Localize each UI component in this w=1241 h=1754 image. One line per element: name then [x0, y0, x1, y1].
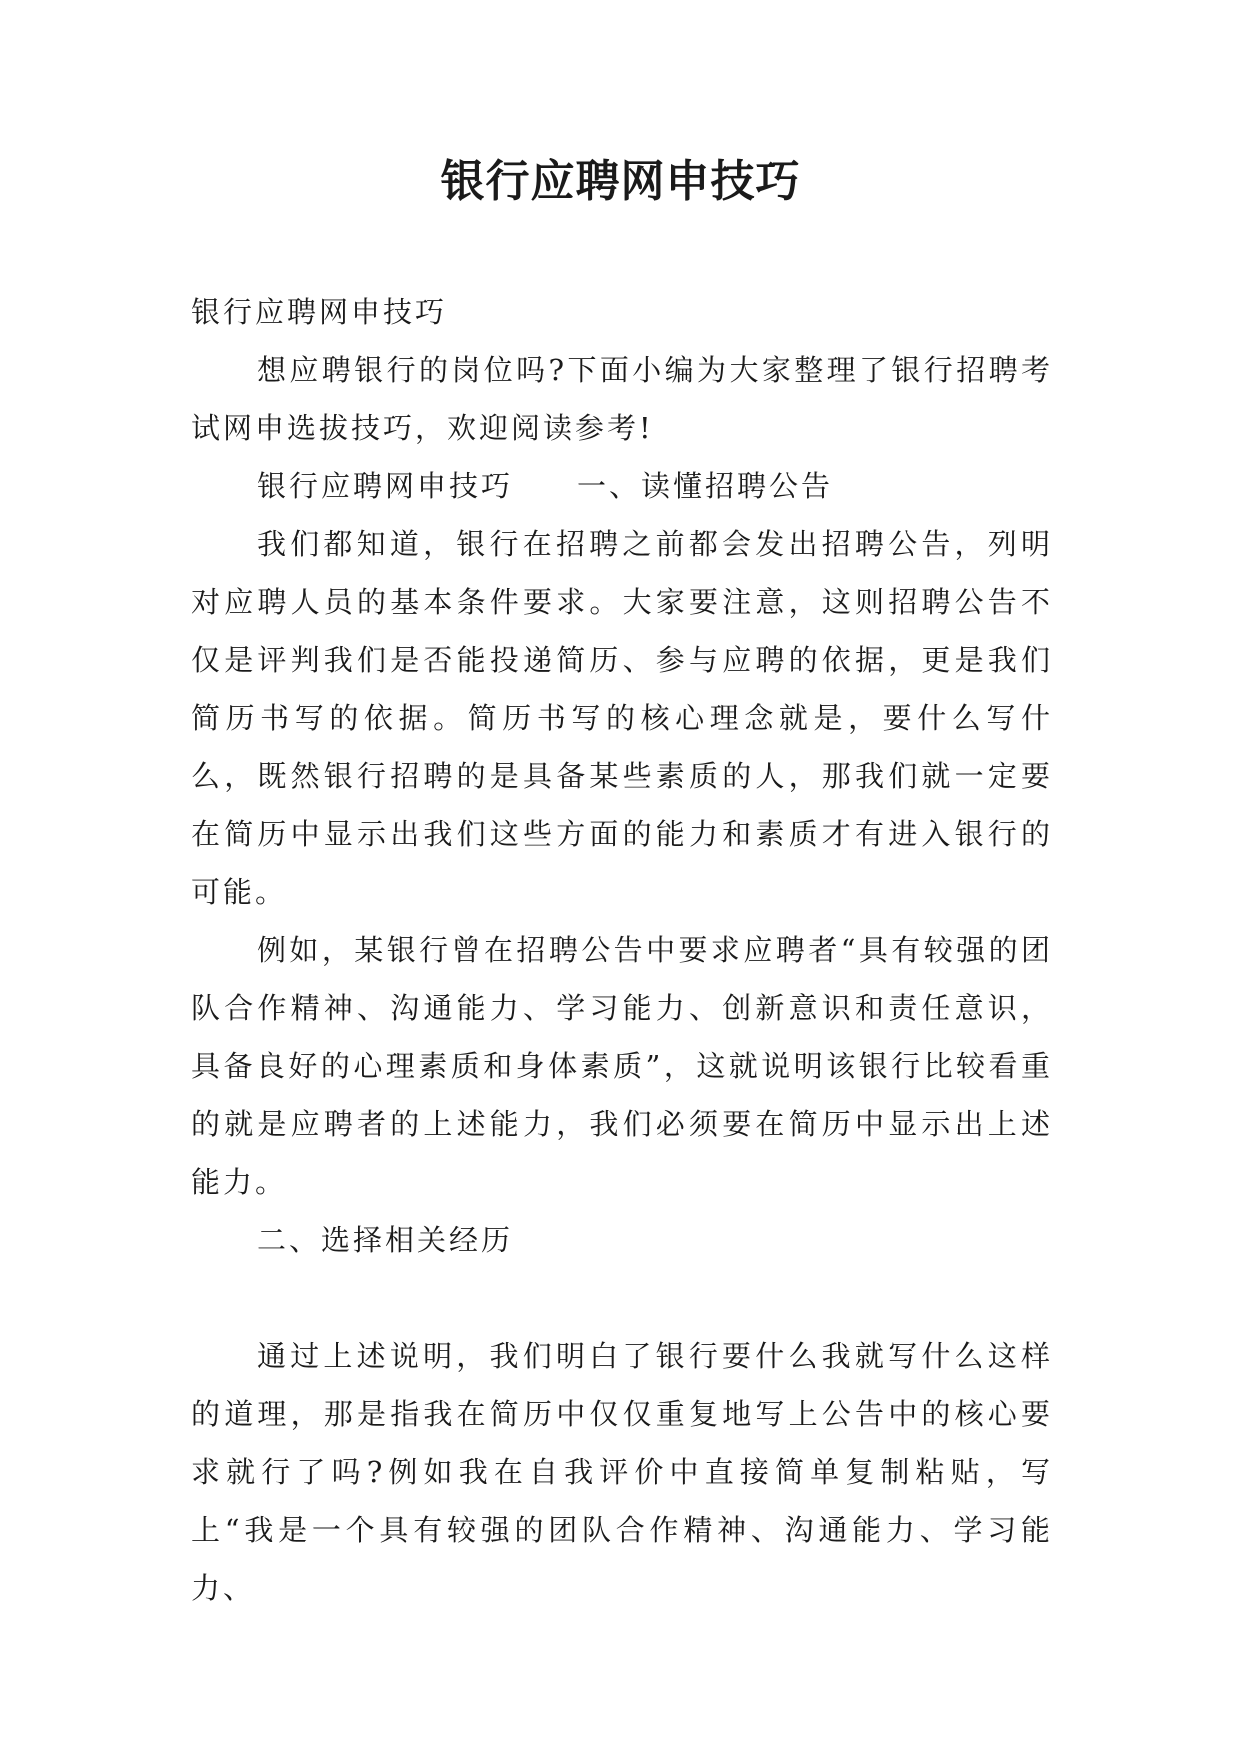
paragraph-3: 通过上述说明，我们明白了银行要什么我就写什么这样的道理，那是指我在简历中仅仅重复地写上公告中的核心要求就行了吗?例如我在自我评价中直接简单复制粘贴，写上“我是一个具有较强的团队合作精神、沟通能力、学习能力、: [191, 1339, 1053, 1605]
document-title: 银行应聘网申技巧: [440, 156, 801, 207]
paragraph-1: 我们都知道，银行在招聘之前都会发出招聘公告，列明对应聘人员的基本条件要求。大家要注意，这则招聘公告不仅是评判我们是否能投递简历、参与应聘的依据，更是我们简历书写的依据。简历书写的核心理念就是，要什么写什么，既然银行招聘的是具备某些素质的人，那我们就一定要在简历中显示出我们这些方面的能力和素质才有进入银行的可能。: [191, 527, 1053, 909]
section-1-line: [191, 457, 1053, 515]
section-1-prefix: 银行应聘网申技巧: [257, 469, 514, 503]
paragraph-2: 例如，某银行曾在招聘公告中要求应聘者“具有较强的团队合作精神、沟通能力、学习能力、创新意识和责任意识，具备良好的心理素质和身体素质”，这就说明该银行比较看重的就是应聘者的上述能力，我们必须要在简历中显示出上述能力。: [191, 933, 1053, 1199]
blank-line: [191, 1269, 1053, 1327]
document-body: [191, 283, 1053, 1617]
section-2-heading: 二、选择相关经历: [257, 1223, 514, 1257]
document-subtitle: 银行应聘网申技巧: [191, 295, 448, 329]
intro-paragraph: 想应聘银行的岗位吗?下面小编为大家整理了银行招聘考试网申选拔技巧，欢迎阅读参考!: [191, 353, 1053, 445]
section-1-heading: 一、读懂招聘公告: [577, 469, 834, 503]
